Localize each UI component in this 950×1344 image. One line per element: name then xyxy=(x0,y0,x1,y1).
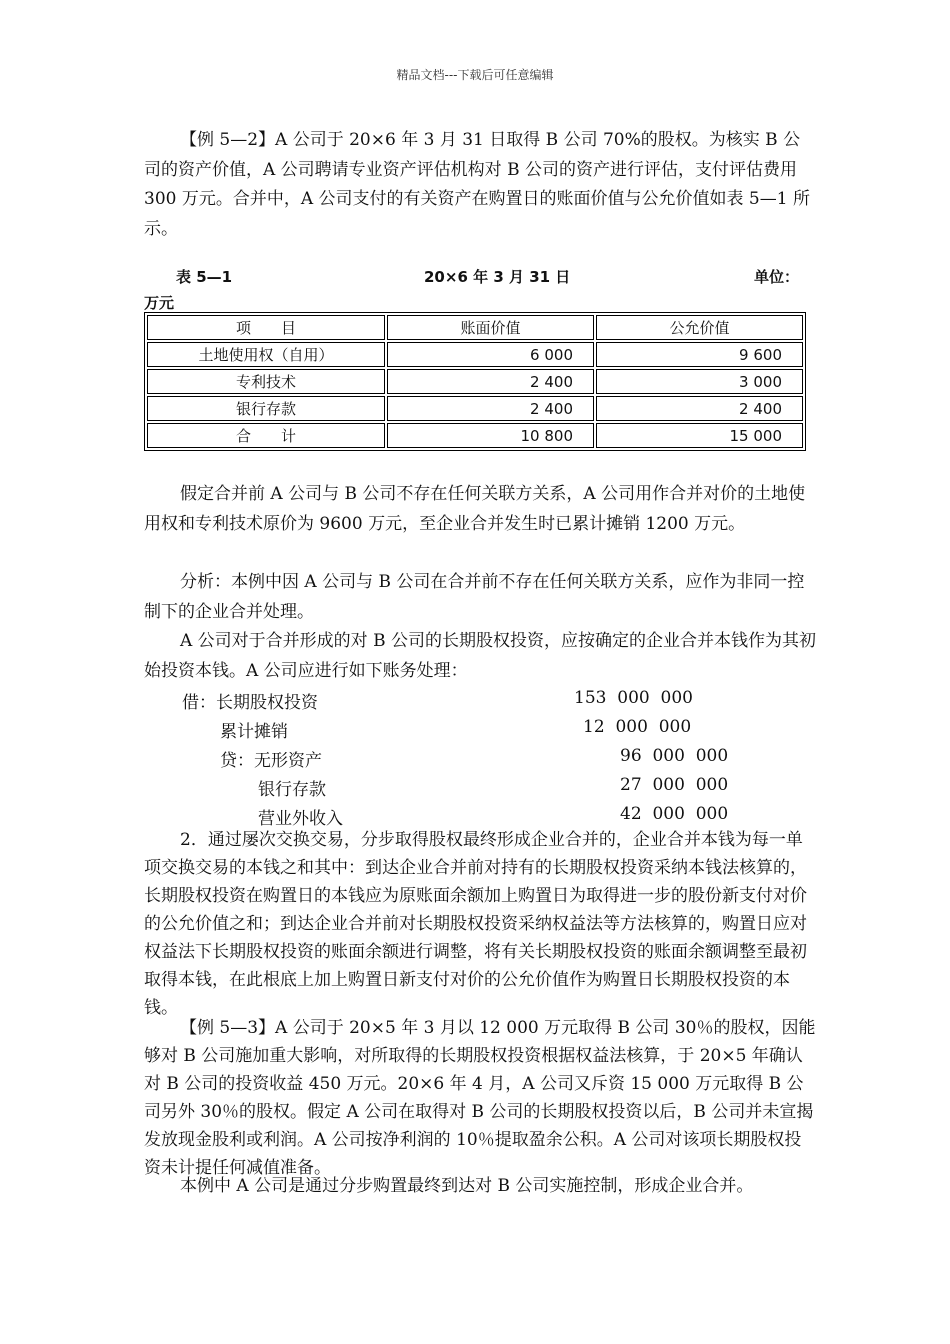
table-row xyxy=(147,342,803,367)
table-caption-unit-cont: 万元 xyxy=(144,294,175,312)
table-cell-fair-value: 9 600 xyxy=(596,342,803,367)
table-cell-book-value: 10 800 xyxy=(387,423,594,448)
column-header: 公允价值 xyxy=(596,315,803,340)
table-cell-fair-value: 3 000 xyxy=(596,369,803,394)
journal-line-label: 累计摊销 xyxy=(220,722,288,742)
table-row xyxy=(147,369,803,394)
journal-debit-amount: 153 000 000 xyxy=(574,688,693,708)
journal-line-label: 营业外收入 xyxy=(258,809,343,829)
table-caption-date: 20×6 年 3 月 31 日 xyxy=(424,268,571,286)
step-acquisition-paragraph: 2．通过屡次交换交易，分步取得股权最终形成企业合并的，企业合并本钱为每一单项交换交易的本钱之和其中：到达企业合并前对持有的长期股权投资采纳本钱法核算的，长期股权投资在购置日的本钱应为原账面余额加上购置日为取得进一步的股份新支付对价的公允价值之和；到达企业合并前对长期股权投资采纳权益法等方法核算的，购置日应对权益法下长期股权投资的账面余额进行调整，将有关长期股权投资的账面余额调整至最初取得本钱，在此根底上加上购置日新支付对价的公允价值作为购置日长期股权投资的本钱。 xyxy=(144,830,807,1018)
assumption-paragraph: 假定合并前 A 公司与 B 公司不存在任何关联方关系，A 公司用作合并对价的土地使用权和专利技术原价为 9600 万元，至企业合并发生时已累计摊销 1200 万元。 xyxy=(144,484,806,534)
journal-credit-label: 贷：无形资产 xyxy=(220,751,322,771)
table-cell-book-value: 2 400 xyxy=(387,369,594,394)
journal-line-amount: 42 000 000 xyxy=(620,804,729,824)
journal-line-amount: 12 000 000 xyxy=(583,717,692,737)
journal-line-label: 银行存款 xyxy=(258,780,326,800)
accounting-paragraph: A 公司对于合并形成的对 B 公司的长期股权投资，应按确定的企业合并本钱作为其初始投资本钱。A 公司应进行如下账务处理： xyxy=(144,631,816,681)
conclusion-paragraph: 本例中 A 公司是通过分步购置最终到达对 B 公司实施控制，形成企业合并。 xyxy=(180,1176,754,1196)
table-cell-fair-value: 2 400 xyxy=(596,396,803,421)
table-caption-unit: 单位： xyxy=(754,268,800,286)
table-header-row xyxy=(147,315,803,340)
table-row xyxy=(147,396,803,421)
example-5-2-intro: 【例 5—2】A 公司于 20×6 年 3 月 31 日取得 B 公司 70%的股权。为核实 B 公司的资产价值，A 公司聘请专业资产评估机构对 B 公司的资产进行评估，支付评估费用 300 万元。合并中，A 公司支付的有关资产在购置日的账面价值与公允价值如表 5—1 所示。 xyxy=(144,130,810,239)
table-cell-item: 土地使用权（自用） xyxy=(147,342,385,367)
valuation-table xyxy=(144,312,806,451)
column-header: 项 目 xyxy=(147,315,385,340)
page-header: 精品文档---下载后可任意编辑 xyxy=(396,68,554,82)
column-header: 账面价值 xyxy=(387,315,594,340)
table-caption-label: 表 5—1 xyxy=(176,268,233,286)
table-cell-book-value: 6 000 xyxy=(387,342,594,367)
journal-line-amount: 27 000 000 xyxy=(620,775,729,795)
table-cell-item: 银行存款 xyxy=(147,396,385,421)
table-cell-item: 专利技术 xyxy=(147,369,385,394)
journal-credit-amount: 96 000 000 xyxy=(620,746,729,766)
table-cell-book-value: 2 400 xyxy=(387,396,594,421)
example-5-3-paragraph: 【例 5—3】A 公司于 20×5 年 3 月以 12 000 万元取得 B 公司 30％的股权，因能够对 B 公司施加重大影响，对所取得的长期股权投资根据权益法核算，于 20×5 年确认对 B 公司的投资收益 450 万元。20×6 年 4 月，A 公司又斥资 15 000 万元取得 B 公司另外 30％的股权。假定 A 公司在取得对 B 公司的长期股权投资以后，B 公司并未宣揭发放现金股利或利润。A 公司按净利润的 10％提取盈余公积。A 公司对该项长期股权投资未计提任何减值准备。 xyxy=(144,1018,816,1178)
table-cell-fair-value: 15 000 xyxy=(596,423,803,448)
analysis-paragraph: 分析：本例中因 A 公司与 B 公司在合并前不存在任何关联方关系，应作为非同一控制下的企业合并处理。 xyxy=(144,572,805,622)
table-cell-item: 合 计 xyxy=(147,423,385,448)
table-total-row xyxy=(147,423,803,448)
journal-debit-label: 借：长期股权投资 xyxy=(182,693,318,713)
